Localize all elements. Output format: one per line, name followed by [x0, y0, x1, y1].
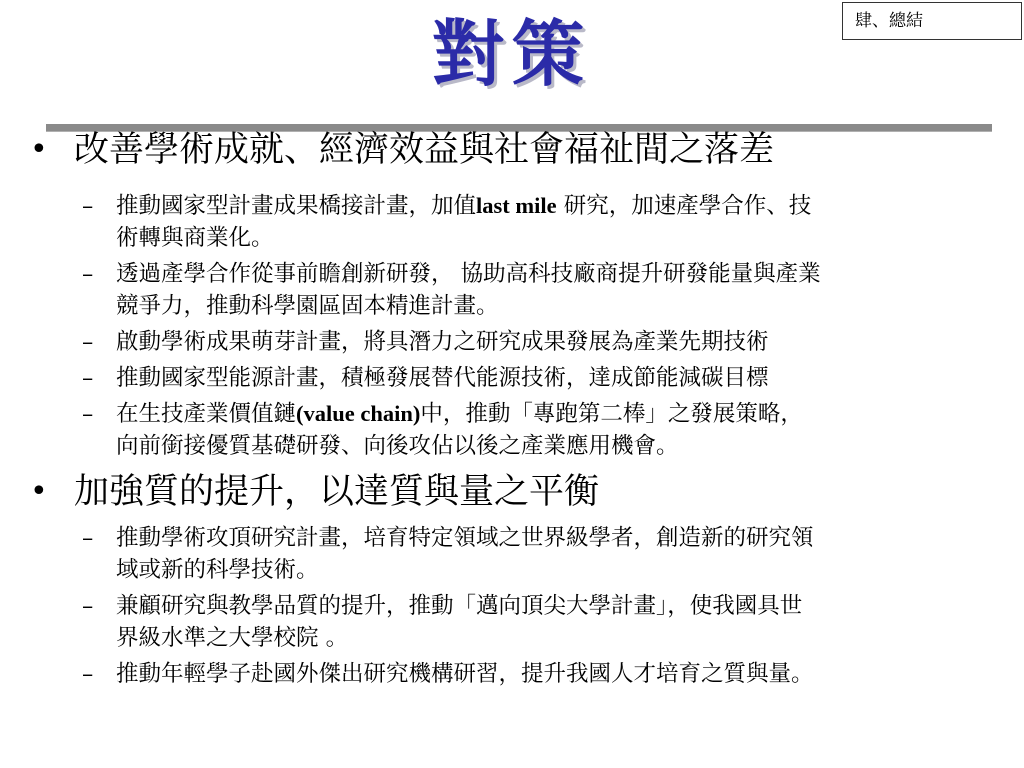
sub-bullet-line: 域或新的科學技術。	[116, 557, 319, 583]
text-run: 在生技產業價值鏈	[116, 401, 297, 427]
dash-icon: –	[82, 525, 94, 551]
sub-bullet-line: 界級水準之大學校院 。	[116, 625, 349, 651]
dash-icon: –	[82, 593, 94, 619]
section-tag: 肆、總結	[842, 2, 1022, 40]
bullet-icon: •	[30, 132, 48, 167]
sub-bullet-text	[116, 398, 1006, 462]
sub-bullet-text	[116, 362, 1006, 394]
dash-icon: –	[82, 261, 94, 287]
sub-bullet-line	[116, 190, 1006, 222]
dash-icon: –	[82, 329, 94, 355]
sub-bullet-text	[116, 190, 1006, 254]
english-term: last mile	[476, 193, 557, 218]
sub-bullet-line: 透過產學合作從事前瞻創新研發， 協助高科技廠商提升研發能量與產業	[116, 261, 821, 287]
sub-bullet-text	[116, 522, 1006, 586]
sub-bullet-line: 推動學術攻頂研究計畫，培育特定領域之世界級學者，創造新的研究領	[116, 525, 814, 551]
sub-bullet-text	[116, 658, 1006, 690]
sub-bullet-line: 向前銜接優質基礎研發、向後攻佔以後之產業應用機會。	[116, 433, 679, 459]
text-run: 研究，加速產學合作、技	[556, 193, 812, 219]
english-term: (value chain)	[296, 401, 421, 426]
sub-bullet-text	[116, 326, 1006, 358]
text-run: 中，推動「專跑第二棒」之發展策略，	[420, 401, 803, 427]
sub-bullet-line: 術轉與商業化。	[116, 225, 274, 251]
dash-icon: –	[82, 365, 94, 391]
sub-bullet-line	[116, 398, 1006, 430]
dash-icon: –	[82, 661, 94, 687]
sub-bullet-line: 兼顧研究與教學品質的提升，推動「邁向頂尖大學計畫」，使我國具世	[116, 593, 803, 619]
dash-icon: –	[82, 193, 94, 219]
sub-bullet-text	[116, 590, 1006, 654]
bullet-heading-text: 改善學術成就、經濟效益與社會福祉間之落差	[74, 130, 775, 170]
sub-bullet-line: 競爭力，推動科學園區固本精進計畫。	[116, 293, 499, 319]
sub-bullet-line: 啟動學術成果萌芽計畫，將具潛力之研究成果發展為產業先期技術	[116, 329, 769, 355]
sub-bullet-text	[116, 258, 1006, 322]
sub-bullet-line: 推動年輕學子赴國外傑出研究機構研習，提升我國人才培育之質與量。	[116, 661, 814, 687]
slide-title: 對策	[431, 11, 592, 96]
bullet-heading-text: 加強質的提升，以達質與量之平衡	[74, 472, 600, 512]
bullet-icon: •	[30, 474, 48, 509]
sub-bullet-line: 推動國家型能源計畫，積極發展替代能源技術，達成節能減碳目標	[116, 365, 769, 391]
dash-icon: –	[82, 401, 94, 427]
text-run: 推動國家型計畫成果橋接計畫，加值	[116, 193, 477, 219]
